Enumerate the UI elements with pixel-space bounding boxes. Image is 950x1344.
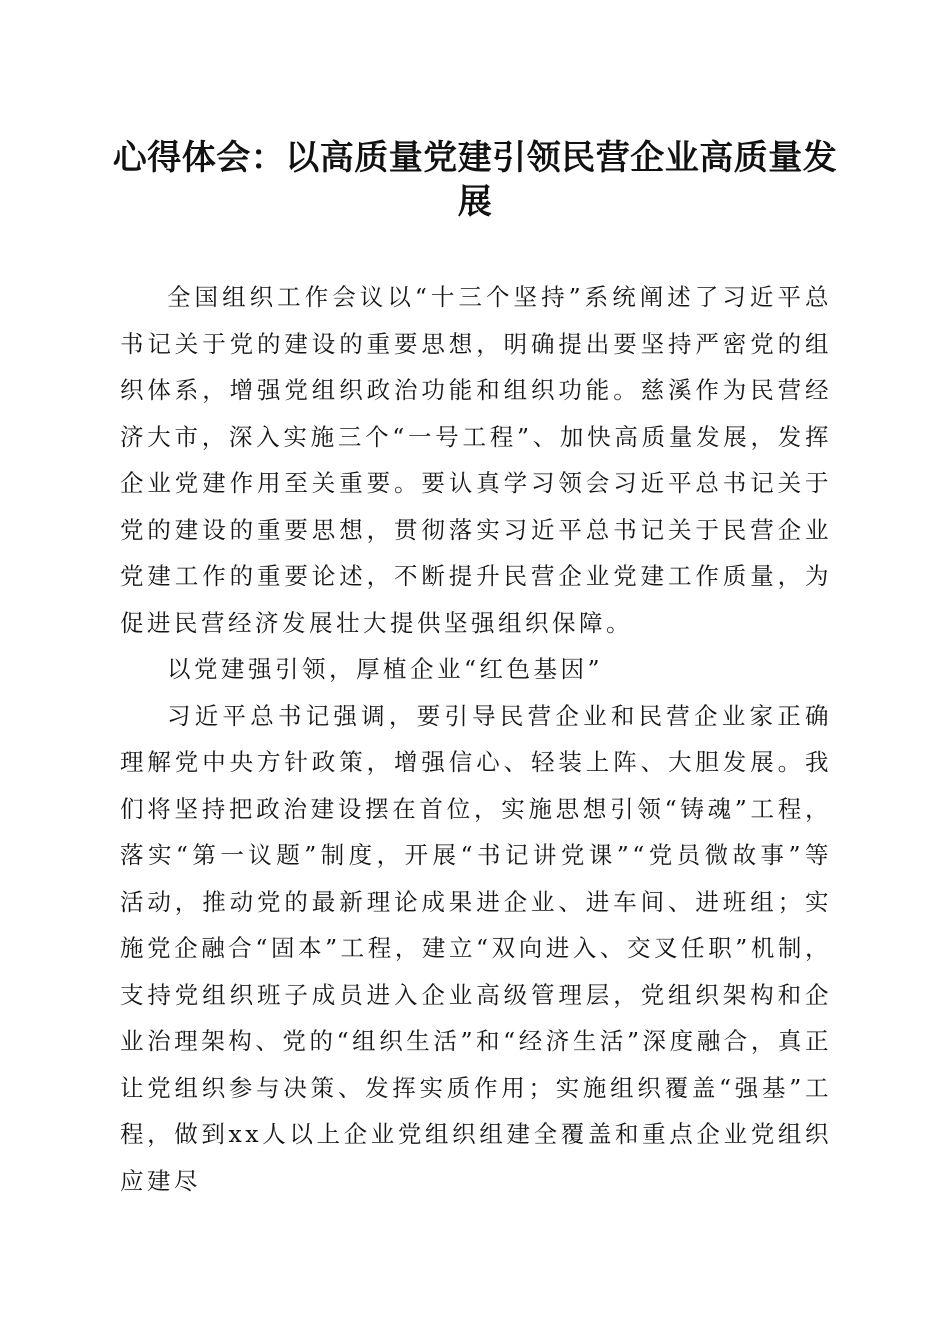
document-body — [120, 274, 832, 1204]
section-heading: 以党建强引领，厚植企业“红色基因” — [167, 655, 604, 683]
intro-paragraph: 全国组织工作会议以“十三个坚持”系统阐述了习近平总书记关于党的建设的重要思想，明确提出要坚持严密党的组织体系，增强党组织政治功能和组织功能。慈溪作为民营经济大市，深入实施三个“一号工程”、加快高质量发展，发挥企业党建作用至关重要。要认真学习领会习近平总书记关于党的建设的重要思想，贯彻落实习近平总书记关于民营企业党建工作的重要论述，不断提升民营企业党建工作质量，为促进民营经济发展壮大提供坚强组织保障。 — [120, 283, 832, 637]
document-title: 心得体会：以高质量党建引领民营企业高质量发展 — [112, 138, 838, 222]
body-paragraph: 习近平总书记强调，要引导民营企业和民营企业家正确理解党中央方针政策，增强信心、轻装上阵、大胆发展。我们将坚持把政治建设摆在首位，实施思想引领“铸魂”工程，落实“第一议题”制度，开展“书记讲党课”“党员微故事”等活动，推动党的最新理论成果进企业、进车间、进班组；实施党企融合“固本”工程，建立“双向进入、交叉任职”机制，支持党组织班子成员进入企业高级管理层，党组织架构和企业治理架构、党的“组织生活”和“经济生活”深度融合，真正让党组织参与决策、发挥实质作用；实施组织覆盖“强基”工程，做到xx人以上企业党组织组建全覆盖和重点企业党组织应建尽 — [120, 701, 832, 1195]
